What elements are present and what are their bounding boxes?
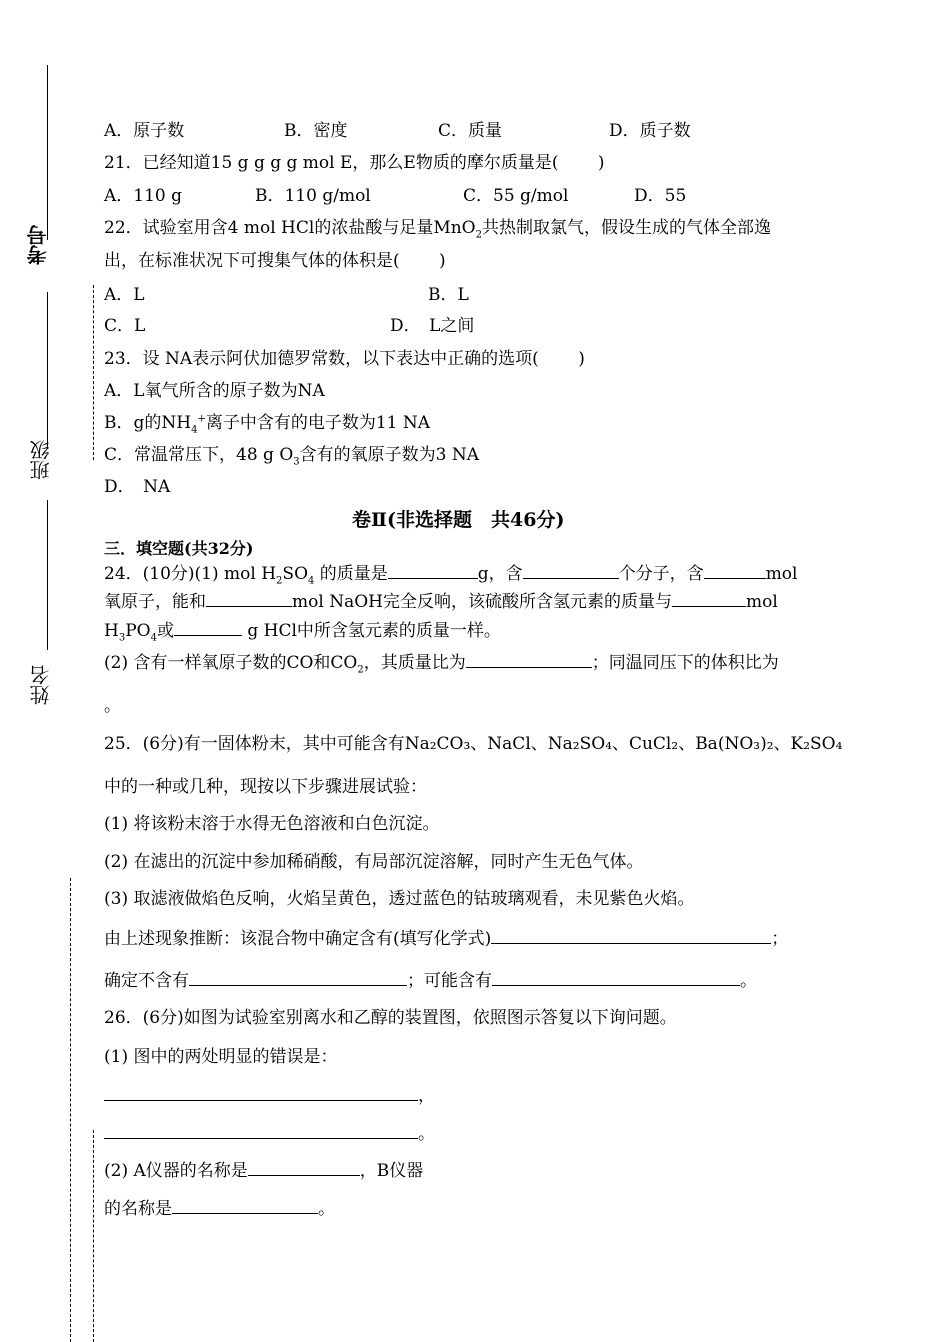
- margin-line-mid1: [47, 292, 48, 447]
- q24-t3c: 或: [156, 621, 174, 641]
- q24-blank-hcl[interactable]: [174, 619, 242, 636]
- q24-t4a: (2) 含有一样氧原子数的CO和CO: [104, 653, 358, 673]
- part2-title: 卷Ⅱ(非选择题 共46分): [352, 509, 565, 531]
- q24-t1b: SO: [282, 564, 309, 584]
- q22-option-a: A．L: [104, 285, 145, 305]
- q26-end2: 。: [418, 1124, 435, 1144]
- q25-blank-contains[interactable]: [491, 927, 771, 944]
- q24-t1e: 个分子，含: [618, 564, 704, 584]
- q24-line1: [104, 562, 797, 585]
- q21-option-d: D．55: [634, 186, 687, 206]
- q24-t1-sub2: 4: [308, 575, 315, 587]
- fold-line-upper: [93, 285, 94, 460]
- q24-t4c: ；同温同压下的体积比为: [591, 653, 779, 673]
- q24-t4-sub: 2: [357, 664, 364, 676]
- q24-t4b: ，其质量比为: [363, 653, 466, 673]
- q24-blank-mass-ratio[interactable]: [466, 651, 592, 668]
- q26-t5b: ，B仪器: [359, 1161, 424, 1181]
- q26-blank-instrument-a[interactable]: [248, 1159, 360, 1176]
- q26-t5a: (2) A仪器的名称是: [104, 1161, 248, 1181]
- q22-option-d: D． L之间: [390, 316, 475, 336]
- q22-option-b: B．L: [428, 285, 469, 305]
- fold-line-lower: [70, 878, 71, 1342]
- q24-line2: [104, 590, 778, 613]
- q24-t2a: 氧原子，能和: [104, 592, 206, 612]
- q22-stem-text-b: 共热制取氯气，假设生成的气体全部逸: [481, 218, 771, 238]
- q25-blank-maybe[interactable]: [492, 969, 740, 986]
- q23-option-c: [104, 444, 479, 466]
- q24-line5: 。: [104, 696, 121, 716]
- q23-c-sub: 3: [293, 456, 300, 468]
- q22-stem-line2: 出，在标准状况下可搜集气体的体积是( ): [104, 251, 446, 271]
- q21-option-b: B．110 g/mol: [255, 186, 371, 206]
- q24-blank-oxygen[interactable]: [704, 562, 766, 579]
- q25-line7: [104, 969, 757, 992]
- q24-blank-mass[interactable]: [388, 562, 478, 579]
- margin-line-mid2: [47, 500, 48, 650]
- q26-line6: [104, 1197, 335, 1220]
- q24-t3-sub1: 3: [118, 632, 126, 644]
- q25-blank-not-contains[interactable]: [189, 969, 407, 986]
- q20-option-a: A．原子数: [104, 121, 185, 141]
- q21-option-c: C．55 g/mol: [463, 186, 569, 206]
- q23-c-text-a: C．常温常压下，48 g O: [104, 445, 294, 465]
- q23-c-text-b: 含有的氧原子数为3 NA: [299, 445, 480, 465]
- q26-t6b: 。: [318, 1199, 335, 1219]
- q24-t1: 24．(10分)(1) mol H: [104, 564, 277, 584]
- q23-option-b: [104, 412, 430, 434]
- q24-blank-h3po4[interactable]: [672, 590, 746, 607]
- q26-answer-line1: [104, 1084, 435, 1107]
- q26-t6a: 的名称是: [104, 1199, 172, 1219]
- q26-line1: 26．(6分)如图为试验室别离水和乙醇的装置图，依照图示答复以下询问题。: [104, 1008, 677, 1028]
- q24-t3b: PO: [125, 621, 151, 641]
- q26-line5: [104, 1159, 423, 1182]
- q22-option-c: C．L: [104, 316, 146, 336]
- q20-option-b: B．密度: [284, 121, 348, 141]
- name-label: 姓名: [29, 665, 53, 705]
- q23-option-a: A．L氧气所含的原子数为NA: [104, 381, 325, 401]
- q24-t1f: mol: [765, 564, 798, 584]
- q20-option-c: C．质量: [438, 121, 503, 141]
- q23-stem: 23．设 NA表示阿伏加德罗常数，以下表达中正确的选项( ): [104, 349, 585, 369]
- q24-t2b: mol NaOH完全反响，该硫酸所含氢元素的质量与: [292, 592, 672, 612]
- q25-t7a: 确定不含有: [104, 971, 189, 991]
- class-label: 班级: [29, 440, 53, 480]
- fold-line-right: [93, 1130, 94, 1342]
- q22-stem-sub: 2: [475, 229, 482, 241]
- q25-line2: 中的一种或几种，现按以下步骤进展试验：: [104, 777, 427, 797]
- q25-line1: 25．(6分)有一固体粉末，其中可能含有Na₂CO₃、NaCl、Na₂SO₄、CuCl₂、Ba(NO₃)₂、K₂SO₄: [104, 734, 843, 754]
- q26-blank-error2[interactable]: [104, 1122, 418, 1139]
- q23-b-text-b: 离子中含有的电子数为11 NA: [205, 413, 431, 433]
- q26-end1: ，: [418, 1086, 435, 1106]
- q24-t1c: 的质量是: [314, 564, 388, 584]
- q22-stem-text-a: 22．试验室用含4 mol HCl的浓盐酸与足量MnO: [104, 218, 476, 238]
- section3-title: 三．填空题(共32分): [104, 539, 254, 558]
- q25-t6b: ；: [771, 929, 789, 949]
- q23-b-sub: 4: [191, 424, 198, 436]
- q24-t1d: g，含: [477, 564, 523, 584]
- q22-stem-line1: [104, 217, 771, 239]
- q24-t1-sub1: 2: [276, 575, 283, 587]
- q25-t7b: ；可能含有: [407, 971, 492, 991]
- q24-line4: [104, 651, 779, 674]
- q20-option-d: D．质子数: [609, 121, 691, 141]
- q26-blank-error1[interactable]: [104, 1084, 418, 1101]
- q24-t3d: g HCl中所含氢元素的质量一样。: [241, 621, 501, 641]
- q24-t3a: H: [104, 621, 119, 641]
- q23-b-sup: +: [197, 413, 206, 425]
- q26-blank-instrument-b[interactable]: [172, 1197, 318, 1214]
- q21-stem: 21．已经知道15 g g g g mol E，那么E物质的摩尔质量是( ): [104, 153, 605, 173]
- q24-blank-naoh[interactable]: [206, 590, 292, 607]
- q26-line2: (1) 图中的两处明显的错误是：: [104, 1047, 338, 1067]
- q25-step1: (1) 将该粉末溶于水得无色溶液和白色沉淀。: [104, 814, 440, 834]
- q24-line3: [104, 619, 501, 642]
- margin-line-top: [47, 65, 48, 240]
- q25-line6: [104, 927, 788, 950]
- q24-t2c: mol: [745, 592, 778, 612]
- q25-t7c: 。: [740, 971, 757, 991]
- q25-t6a: 由上述现象推断：该混合物中确定含有(填写化学式): [104, 929, 492, 949]
- exam-number-label: 考号: [26, 225, 50, 265]
- q21-option-a: A．110 g: [104, 186, 183, 206]
- q25-step3: (3) 取滤液做焰色反响，火焰呈黄色，透过蓝色的钴玻璃观看，未见紫色火焰。: [104, 889, 695, 909]
- q24-blank-molecules[interactable]: [523, 562, 619, 579]
- q23-option-d: D． NA: [104, 477, 171, 497]
- q26-answer-line2: [104, 1122, 435, 1145]
- q24-t3-sub2: 4: [150, 632, 157, 644]
- q23-b-text-a: B．g的NH: [104, 413, 192, 433]
- q25-step2: (2) 在滤出的沉淀中参加稀硝酸，有局部沉淀溶解，同时产生无色气体。: [104, 852, 644, 872]
